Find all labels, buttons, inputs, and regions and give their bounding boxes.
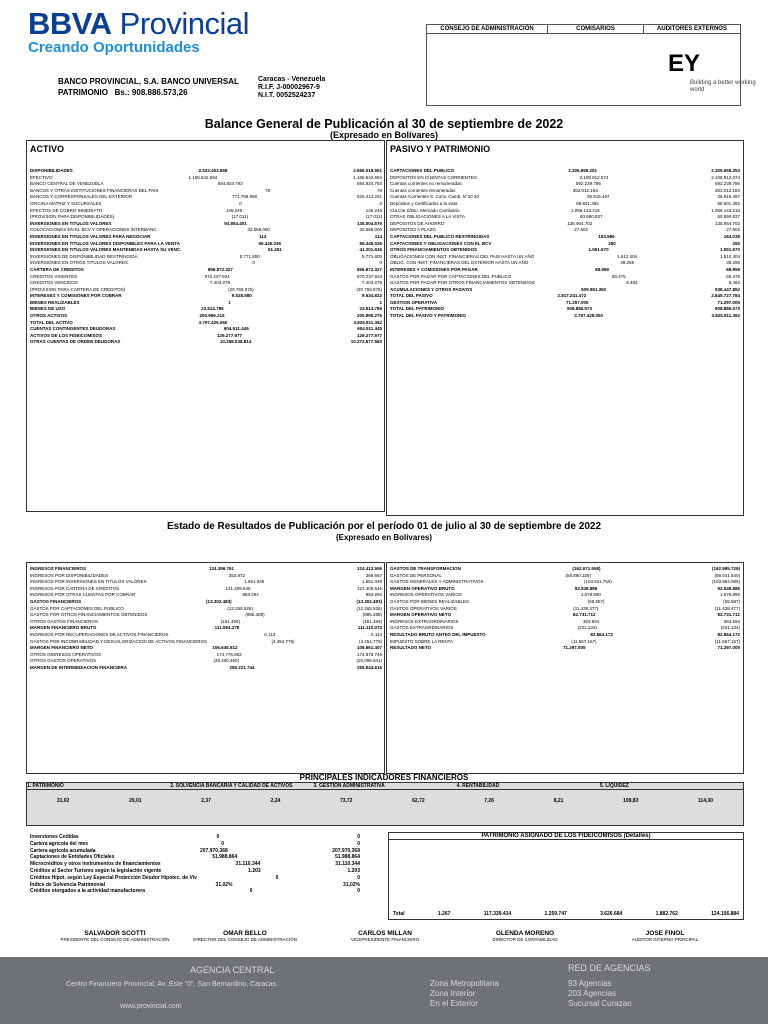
extra-list	[30, 834, 360, 895]
indicator-value: 62,72	[412, 798, 425, 804]
fid-total-cell: 124.106.884	[711, 911, 739, 917]
table-row: Cartera agrícola acumulada 207.970.368 207.970.368	[30, 847, 360, 854]
table-row: BIENES REALIZABLES 1 1	[30, 299, 382, 305]
table-row: INGRESOS EXTRAORDINARIOS 363.594 363.594	[390, 618, 740, 624]
table-row: CUENTAS CONTINGENTES DEUDORAS 604.511.445 604.511.445	[30, 326, 382, 332]
table-row: OTROS INGRESOS OPERATIVOS 174.776.592 174.979.749	[30, 651, 382, 657]
indicator-value: 31,02	[56, 798, 70, 804]
table-row: BIENES DE USO 23.514.786 23.514.786	[30, 306, 382, 312]
table-row: TOTAL DEL PATRIMONIO 908.886.573 908.886.573	[390, 306, 740, 312]
ey-logo: EY	[668, 50, 701, 77]
table-row: OFICINA MATRIZ Y SUCURSALES 0 0	[30, 200, 382, 206]
table-row: BANCO CENTRAL DE VENEZUELA 594.834.793 594.834.793	[30, 181, 382, 187]
table-row: DEPOSITOS EN CUENTAS CORRIENTES 2.108.912.074 2.108.912.074	[390, 174, 740, 180]
table-row: Créditos al Sector Turismo según la legislación vigente 1.203 1.203	[30, 867, 360, 874]
table-row: CAPTACIONES DEL PUBLICO RESTRINGIDAS 163.986 164.038	[390, 233, 740, 239]
table-row: INGRESOS FINANCIEROS 124.396.761 124.412.556	[30, 566, 382, 571]
table-row: MARGEN OPERATIVO NETO 82.731.712 82.731.712	[390, 612, 740, 618]
table-row: GASTOS DE PERSONAL (58.860.108) (59.041.640)	[390, 572, 740, 578]
table-row: Captaciones de Entidades Oficiales 51.988.864 51.988.864	[30, 854, 360, 861]
table-row: DEPOSITOS DE AHORRO 135.964.702 135.964.702	[390, 220, 740, 226]
table-row: EFECTIVO 1.165.642.594 1.165.642.594	[30, 174, 382, 180]
table-row: BANCOS Y CORRESPONSALES DEL EXTERIOR 771.796.988 825.413.251	[30, 194, 382, 200]
table-row: GASTOS EXTRAORDINARIOS (231.134) (231.134)	[390, 625, 740, 631]
fid-total-cell: 3.626.684	[600, 911, 623, 917]
table-row: INGRESOS POR RECUPERACIONES DE ACTIVOS FINANCIEROS 6.113 6.113	[30, 631, 382, 637]
table-row: INVERSIONES EN TITULOS VALORES DISPONIBLES PARA LA VENTA 55.445.036 55.445.036	[30, 240, 382, 246]
gov-header-commissioners: COMISARIOS	[547, 25, 643, 33]
table-row: OTROS GASTOS FINANCIEROS (151.469) (151.469)	[30, 618, 382, 624]
table-row: MARGEN OPERATIVO BRUTO 92.549.886 92.549.886	[390, 585, 740, 591]
table-row: COLOCACIONES EN EL BCV Y OPERACIONES INTERBANC. 32.586.000 32.586.000	[30, 227, 382, 233]
table-row: INVERSIONES DE DISPONIBILIDAD RESTRINGIDA 5.771.800 5.771.800	[30, 253, 382, 259]
table-row: DISPONIBILIDADES 2.532.403.658 2.556.019.551	[30, 168, 382, 173]
footer-zones: Zona Metropolitana Zona Interior En el Exterior	[430, 979, 499, 1008]
city-info: Caracas - Venezuela R.I.F. J-00002967-9 N.I.T. 0052524237	[258, 76, 326, 99]
indicators-bar: 1. PATRIMONIO 2. SOLVENCIA BANCARIA Y CALIDAD DE ACTIVOS 3. GESTION ADMINISTRATIVA 4. RENTABILIDAD 5. LIQUIDEZ 31,02 29,01 2,37 2,24 73,72 62,72 7,26 8,21 109,83 114,30	[26, 782, 744, 826]
table-row: INVERSIONES EN TITULOS VALORES MANTENIDAS HASTA SU VENC. 51.451 41.201.626	[30, 247, 382, 253]
gov-header-board: CONSEJO DE ADMINISTRACIÓN	[440, 26, 534, 32]
table-row: INGRESOS POR DISPONIBILIDADES 352.872 368.667	[30, 572, 382, 578]
fid-total-cell: Total	[393, 911, 405, 917]
table-row: INTERESES Y COMISIONES POR PAGAR 68.959 68.959	[390, 266, 740, 272]
table-row: Microcréditos y otros instrumentos de financiamientos 31.110.344 31.110.344	[30, 861, 360, 868]
table-row: GASTOS POR PAGAR POR CAPTACIONES DEL PUBLICO 60.475 60.475	[390, 273, 740, 279]
results-subtitle: (Expresado en Bolívares)	[335, 533, 433, 542]
table-row: GESTION OPERATIVA 71.297.005 71.297.005	[390, 299, 740, 305]
table-row: Créditos otorgados a la actividad manufacturera 0 0	[30, 888, 360, 895]
table-row: INGRESOS POR INVERSIONES EN TITULOS VALORES 1.651.049 1.651.049	[30, 579, 382, 585]
table-row: TOTAL DEL ACTIVO 3.797.425.050 3.825.911.362	[30, 319, 382, 325]
table-row: DEPOSITOS A PLAZO 27.602 27.602	[390, 227, 740, 233]
table-row: ACUMULACIONES Y OTROS PASIVOS 509.961.392 538.447.852	[390, 286, 740, 292]
activo-list	[30, 168, 382, 346]
table-row: INTERESES Y COMISIONES POR COBRAR 9.528.580 9.534.822	[30, 293, 382, 299]
table-row: ACTIVOS DE LOS FIDEICOMISOS 129.277.977 129.277.977	[30, 332, 382, 338]
table-row: Inversiones Cedidas 0 0	[30, 834, 360, 840]
table-row: GASTOS POR CAPTACIONES DEL PUBLICO (12.265.526) (12.265.526)	[30, 605, 382, 611]
table-row: INGRESOS POR OTRAS CUENTAS POR COBRAR 983.294 983.294	[30, 592, 382, 598]
table-row: (PROVISION PARA CARTERA DE CREDITOS) (20.768.876) (20.768.876)	[30, 286, 382, 292]
balance-title: Balance General de Publicación al 30 de septiembre de 2022	[204, 117, 564, 131]
table-row: (PROVISION PARA DISPONIBILIDADES) (17.011) (17.011)	[30, 214, 382, 220]
table-row: MARGEN FINANCIERO NETO 106.645.612 106.661.407	[30, 645, 382, 651]
table-row: Créditos Hipot. según Ley Especial Protección Deudor Hipotec. de Viv 0 0	[30, 874, 360, 881]
table-row: GASTOS POR INCOBRABILIDAD Y DESVALORIZACION DE ACTIVOS FINANCIEROS (4.454.779) (4.454.779)	[30, 638, 382, 644]
table-row: GASTOS GENERALES Y ADMINISTRATIVOS (103.811.750) (103.954.089)	[390, 579, 740, 585]
bbva-logo: BBVA Provincial	[28, 6, 250, 41]
indicator-value: 2,37	[201, 798, 211, 804]
table-row: MARGEN DE INTERMEDIACION FINANCIERA 255.221.744 255.544.615	[30, 664, 382, 670]
table-row: CAPTACIONES Y OBLIGACIONES CON EL BCV 250 250	[390, 240, 740, 246]
indicators-title: PRINCIPALES INDICADORES FINANCIEROS	[299, 773, 469, 782]
table-row: INGRESOS OPERATIVOS VARIOS 1.678.890 1.678.890	[390, 592, 740, 598]
table-row: GASTOS POR PAGAR POR OTROS FINANCIAMIENTOS OBTENIDOS 8.484 8.484	[390, 280, 740, 286]
fid-total-cell: 1.267	[437, 911, 451, 917]
indicator-value: 8,21	[553, 798, 564, 804]
footer-net: 93 Agencias 203 Agencias Sucursal Curazao	[568, 979, 632, 1008]
table-row: EFECTOS DE COBRO INMEDIATO 146.246 146.246	[30, 207, 382, 213]
table-row: CARTERA DE CREDITOS 856.872.327 856.872.327	[30, 266, 382, 272]
fid-total-cell: 117.339.414	[483, 911, 512, 917]
balance-subtitle: (Expresado en Bolívares)	[329, 130, 439, 140]
ey-tagline: Building a better working world	[690, 80, 756, 93]
table-row: GASTOS FINANCIEROS (13.302.483) (13.302.483)	[30, 598, 382, 604]
footer-web: www.provincial.com	[120, 1003, 182, 1010]
table-row: CAPTACIONES DEL PUBLICO 2.305.659.201 2.305.659.253	[390, 168, 740, 173]
activo-header: ACTIVO	[30, 144, 65, 154]
table-row: OTROS FINANCIAMIENTOS OBTENIDOS 1.551.670 1.551.670	[390, 247, 740, 253]
table-row: GASTOS OPERATIVOS VARIOS (11.438.477) (11.438.477)	[390, 605, 740, 611]
table-row: Cartera agrícola del mes 0 0	[30, 840, 360, 847]
fid-total-cell: 1.259.747	[544, 911, 567, 917]
indicator-value: 2,24	[270, 798, 281, 804]
table-row: Cta.Cte.S/Dto. Mercado Cambiario 1.058.143.216 1.058.143.216	[390, 207, 740, 213]
table-row: OBLIG. CON INST. FINANCIERAS DEL EXTERIOR HASTA UN AÑO 39.266 39.266	[390, 260, 740, 266]
table-row: Índice de Solvencia Patrimonial 31,02% 31,02%	[30, 881, 360, 888]
table-row: Cuentas Corrientes S. Conv. Camb. N°20 20 36.915.497 36.915.497	[390, 194, 740, 200]
fideicomiso-box: PATRIMONIO ASIGNADO DE LOS FIDEICOMISOS (Detalles) Total 1.267 117.339.414 1.259.747 3.626.684 1.882.762 124.106.884	[388, 832, 744, 920]
table-row: BANCOS Y OTRAS INSTITUCIONES FINANCIERAS DEL PAIS 78 78	[30, 187, 382, 193]
signature-block: CARLOS MILLAN VICEPRESIDENTE FINANCIERO	[350, 930, 420, 942]
results-left-list	[30, 566, 382, 672]
table-row: INVERSIONES EN TITULOS VALORES 93.854.401 135.004.576	[30, 220, 382, 226]
footer-net-title: RED DE AGENCIAS	[568, 963, 651, 973]
indicator-value: 7,26	[484, 798, 495, 804]
brand	[28, 8, 249, 56]
table-row: MARGEN FINANCIERO BRUTO 111.094.278 111.110.073	[30, 625, 382, 631]
table-row: IMPUESTO SOBRE LA RENTA (11.567.167) (11.567.167)	[390, 638, 740, 644]
pasivo-header: PASIVO Y PATRIMONIO	[390, 144, 491, 154]
fid-total-cell: 1.882.762	[655, 911, 678, 917]
indicator-value: 114,30	[698, 798, 714, 804]
table-row: INVERSIONES EN TITULOS VALORES PARA NEGOCIAR 114 114	[30, 233, 382, 239]
bank-info: BANCO PROVINCIAL, S.A. BANCO UNIVERSAL PATRIMONIO Bs.: 908.886.573,26	[58, 77, 239, 97]
table-row: RESULTADO BRUTO ANTES DEL IMPUESTO 82.864.172 82.864.172	[390, 631, 740, 637]
table-row: CREDITOS VENCIDOS 7.403.279 7.403.279	[30, 280, 382, 286]
table-row: INVERSIONES EN OTROS TITULOS VALORES 0 0	[30, 260, 382, 266]
table-row: OTRAS OBLIGACIONES A LA VISTA 60.590.837 60.590.837	[390, 214, 740, 220]
table-row: TOTAL DEL PASIVO Y PATRIMONIO 3.797.425.050 3.825.911.362	[390, 313, 740, 319]
signature-block: OMAR BELLO DIRECTOR DEL CONSEJO DE ADMINISTRACIÓN	[193, 930, 297, 942]
pasivo-list	[390, 168, 740, 320]
signature-block: SALVADOR SCOTTI PRESIDENTE DEL CONSEJO DE ADMINISTRACIÓN	[60, 930, 170, 942]
indicator-value: 109,83	[623, 798, 639, 804]
table-row: TOTAL DEL PASIVO 2.817.241.472 2.845.727.784	[390, 293, 740, 299]
table-row: Depósitos y Certificados a la vista 68.601.392 68.601.392	[390, 200, 740, 206]
results-right-list	[390, 566, 740, 652]
footer-agency-text: Centro Financiero Provincial. Av. Este "0", San Bernardino, Caracas.	[66, 981, 279, 988]
table-row: GASTOS POR BIENES REALIZABLES (58.587) (58.587)	[390, 598, 740, 604]
table-row: Cuentas corrientes remuneradas 353.012.183 353.012.183	[390, 187, 740, 193]
signature-block: GLENDA MORENO DIRECTOR DE CONTABILIDAD	[492, 930, 558, 942]
footer-agency-title: AGENCIA CENTRAL	[190, 965, 275, 975]
table-row: RESULTADO NETO 71.297.005 71.297.005	[390, 645, 740, 651]
table-row: OTRAS CUENTAS DE ORDEN DEUDORAS 10.268.538.814 10.272.577.583	[30, 339, 382, 345]
table-row: INGRESOS POR CARTERA DE CREDITOS 121.409.546 121.409.546	[30, 585, 382, 591]
tagline: Creando Oportunidades	[28, 39, 200, 56]
table-row: GASTOS POR OTROS FINANCIAMIENTOS OBTENIDOS (885.488) (885.488)	[30, 612, 382, 618]
table-row: Cuentas corrientes no remuneradas 592.239.786 592.239.786	[390, 181, 740, 187]
table-row: OBLIGACIONES CON INST. FINANCIERAS DEL PAIS HASTA UN AÑO 1.512.404 1.512.404	[390, 253, 740, 259]
table-row: OTROS ACTIVOS 200.986.215 200.990.275	[30, 313, 382, 319]
signature-block: JOSE FINOL AUDITOR INTERNO PRINCIPAL	[631, 930, 699, 942]
table-row: OTROS GASTOS OPERATIVOS (26.200.460) (26.096.541)	[30, 658, 382, 664]
footer	[0, 957, 768, 1024]
indicator-value: 73,72	[339, 798, 353, 804]
indicator-value: 29,01	[129, 798, 142, 804]
table-row: GASTOS DE TRANSFORMACION (162.671.558) (162.995.729)	[390, 566, 740, 571]
table-row: CREDITOS VIGENTES 870.237.924 870.237.924	[30, 273, 382, 279]
results-title: Estado de Resultados de Publicación por el período 01 de julio al 30 de septiembre de 2022	[166, 521, 602, 532]
gov-header-auditors: AUDITORES EXTERNOS	[643, 25, 740, 33]
